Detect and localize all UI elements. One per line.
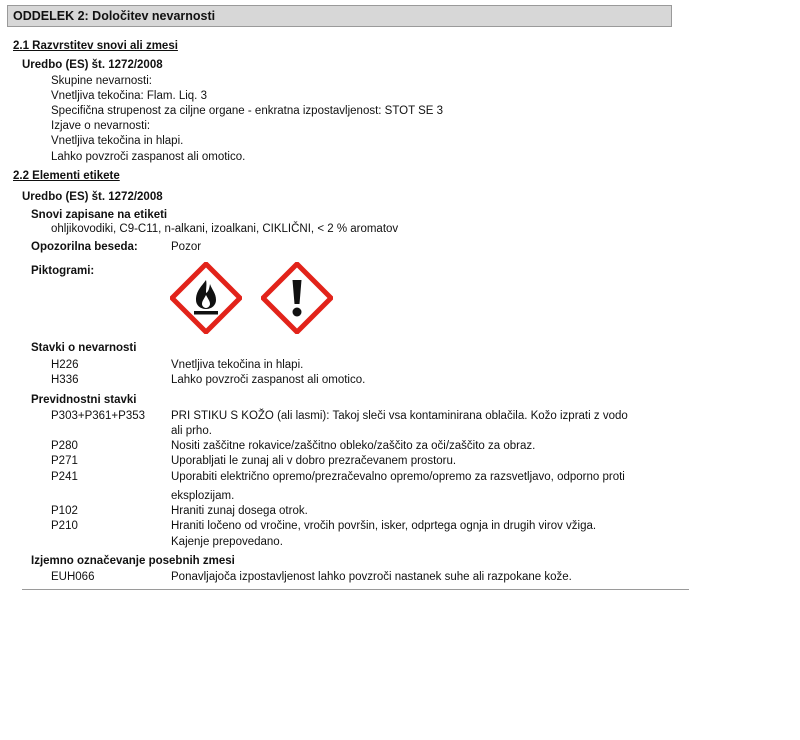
hazard-title: Stavki o nevarnosti xyxy=(31,342,137,354)
precautionary-code: P241 xyxy=(51,471,78,483)
special-code: EUH066 xyxy=(51,571,95,583)
precautionary-text: Hraniti ločeno od vročine, vročih površin, isker, odprtega ognja in drugih virov vžiga. xyxy=(171,520,597,532)
classification-line: Lahko povzroči zaspanost ali omotico. xyxy=(51,151,246,163)
precautionary-text: Uporabiti električno opremo/prezračevalno opremo/opremo za razsvetljavo, odporno proti xyxy=(171,471,625,483)
precautionary-code: P271 xyxy=(51,455,78,467)
classification-line: Vnetljiva tekočina: Flam. Liq. 3 xyxy=(51,90,207,102)
precautionary-text-cont: eksplozijam. xyxy=(171,490,235,502)
precautionary-text: Uporabljati le zunaj ali v dobro prezračevanem prostoru. xyxy=(171,455,457,467)
section-divider xyxy=(22,589,689,590)
classification-line: Vnetljiva tekočina in hlapi. xyxy=(51,135,184,147)
label-substances-value: ohljikovodiki, C9-C11, n-alkani, izoalkani, CIKLIČNI, < 2 % aromatov xyxy=(51,223,399,235)
classification-line: Specifična strupenost za ciljne organe - enkratna izpostavljenost: STOT SE 3 xyxy=(51,105,444,117)
signal-word-label: Opozorilna beseda: xyxy=(31,241,138,253)
regulation-2-2: Uredbo (ES) št. 1272/2008 xyxy=(22,191,163,203)
precautionary-text: PRI STIKU S KOŽO (ali lasmi): Takoj sleči vsa kontaminirana oblačila. Kožo izprati z vodo xyxy=(171,410,628,422)
precautionary-code: P303+P361+P353 xyxy=(51,410,146,422)
classification-line: Skupine nevarnosti: xyxy=(51,75,153,87)
heading-2-2: 2.2 Elementi etikete xyxy=(13,170,120,182)
hazard-text: Lahko povzroči zaspanost ali omotico. xyxy=(171,374,366,386)
hazard-text: Vnetljiva tekočina in hlapi. xyxy=(171,359,304,371)
precautionary-code: P280 xyxy=(51,440,78,452)
regulation-2-1: Uredbo (ES) št. 1272/2008 xyxy=(22,59,163,71)
precautionary-text: Hraniti zunaj dosega otrok. xyxy=(171,505,308,517)
precautionary-text: Nositi zaščitne rokavice/zaščitno obleko/zaščito za oči/zaščito za obraz. xyxy=(171,440,536,452)
classification-line: Izjave o nevarnosti: xyxy=(51,120,151,132)
precautionary-code: P102 xyxy=(51,505,78,517)
signal-word-value: Pozor xyxy=(171,241,202,253)
precautionary-title: Previdnostni stavki xyxy=(31,394,137,406)
heading-2-1: 2.1 Razvrstitev snovi ali zmesi xyxy=(13,40,178,52)
exclamation-mark-icon xyxy=(261,262,333,334)
hazard-code: H226 xyxy=(51,359,79,371)
label-substances-title: Snovi zapisane na etiketi xyxy=(31,209,168,221)
hazard-code: H336 xyxy=(51,374,79,386)
section-title: ODDELEK 2: Določitev nevarnosti xyxy=(7,5,672,27)
precautionary-text-cont: ali prho. xyxy=(171,425,212,437)
special-title: Izjemno označevanje posebnih zmesi xyxy=(31,555,235,567)
pictograms-label: Piktogrami: xyxy=(31,265,95,277)
flame-icon xyxy=(170,262,242,334)
precautionary-code: P210 xyxy=(51,520,78,532)
special-text: Ponavljajoča izpostavljenost lahko povzroči nastanek suhe ali razpokane kože. xyxy=(171,571,572,583)
precautionary-text-cont: Kajenje prepovedano. xyxy=(171,536,283,548)
